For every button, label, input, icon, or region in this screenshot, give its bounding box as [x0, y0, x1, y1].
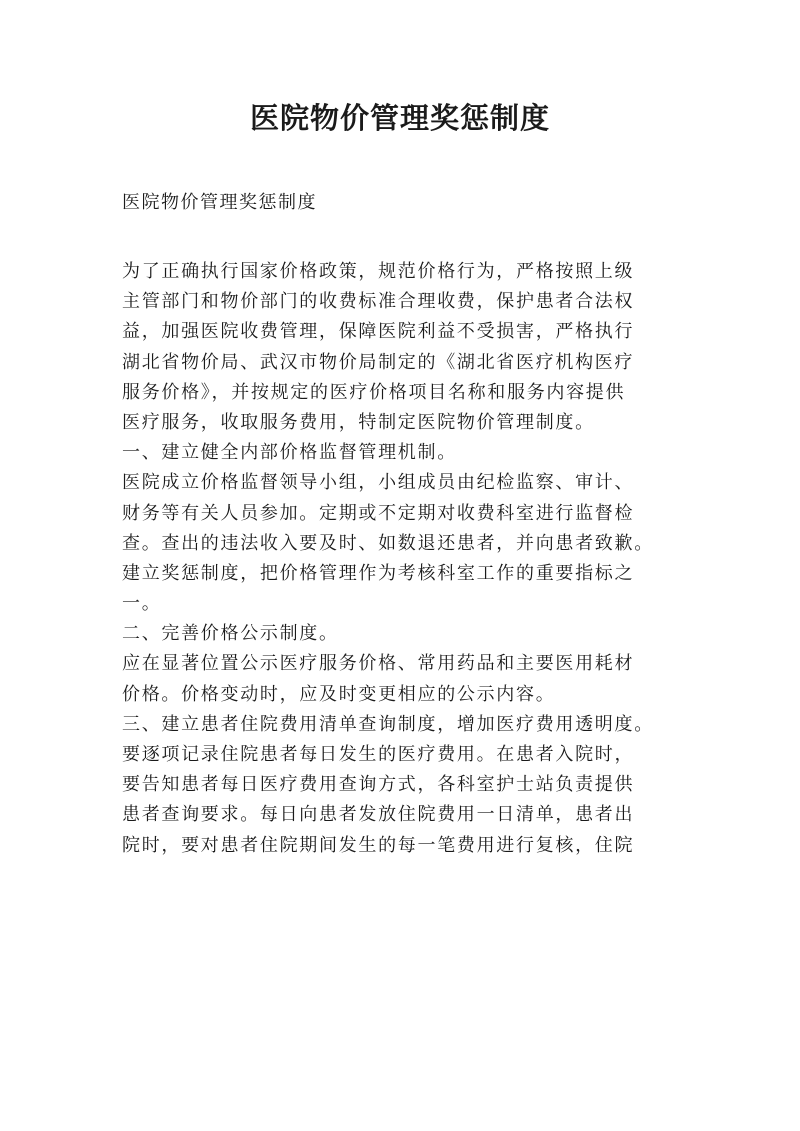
section-heading: 三、建立患者住院费用清单查询制度，增加医疗费用透明度。 — [122, 713, 654, 735]
body-line: 湖北省物价局、武汉市物价局制定的《湖北省医疗机构医疗 — [122, 351, 635, 373]
document-body — [122, 257, 682, 861]
body-line: 价格。价格变动时，应及时变更相应的公示内容。 — [122, 683, 556, 705]
body-line: 患者查询要求。每日向患者发放住院费用一日清单，患者出 — [122, 804, 635, 826]
body-line: 为了正确执行国家价格政策，规范价格行为，严格按照上级 — [122, 261, 635, 282]
section-heading: 二、完善价格公示制度。 — [122, 623, 339, 645]
body-line: 医院成立价格监督领导小组，小组成员由纪检监察、审计、 — [122, 472, 635, 494]
body-line: 主管部门和物价部门的收费标准合理收费，保护患者合法权 — [122, 291, 635, 313]
document-subtitle: 医院物价管理奖惩制度 — [122, 192, 317, 213]
body-line: 应在显著位置公示医疗服务价格、常用药品和主要医用耗材 — [122, 653, 635, 675]
body-line: 建立奖惩制度，把价格管理作为考核科室工作的重要指标之 — [122, 562, 635, 584]
body-line: 医疗服务，收取服务费用，特制定医院物价管理制度。 — [122, 411, 595, 433]
document-title: 医院物价管理奖惩制度 — [249, 101, 550, 135]
section-heading: 一、建立健全内部价格监督管理机制。 — [122, 442, 457, 464]
body-line: 一。 — [122, 593, 162, 615]
body-line: 财务等有关人员参加。定期或不定期对收费科室进行监督检 — [122, 502, 635, 524]
body-line: 要逐项记录住院患者每日发生的医疗费用。在患者入院时， — [122, 744, 635, 765]
body-line: 查。查出的违法收入要及时、如数退还患者，并向患者致歉。 — [122, 532, 654, 554]
body-line: 院时，要对患者住院期间发生的每一笔费用进行复核，住院 — [122, 834, 635, 856]
body-line: 要告知患者每日医疗费用查询方式，各科室护士站负责提供 — [122, 774, 635, 796]
body-line: 服务价格》，并按规定的医疗价格项目名称和服务内容提供 — [122, 381, 626, 403]
body-line: 益，加强医院收费管理，保障医院利益不受损害，严格执行 — [122, 321, 635, 343]
